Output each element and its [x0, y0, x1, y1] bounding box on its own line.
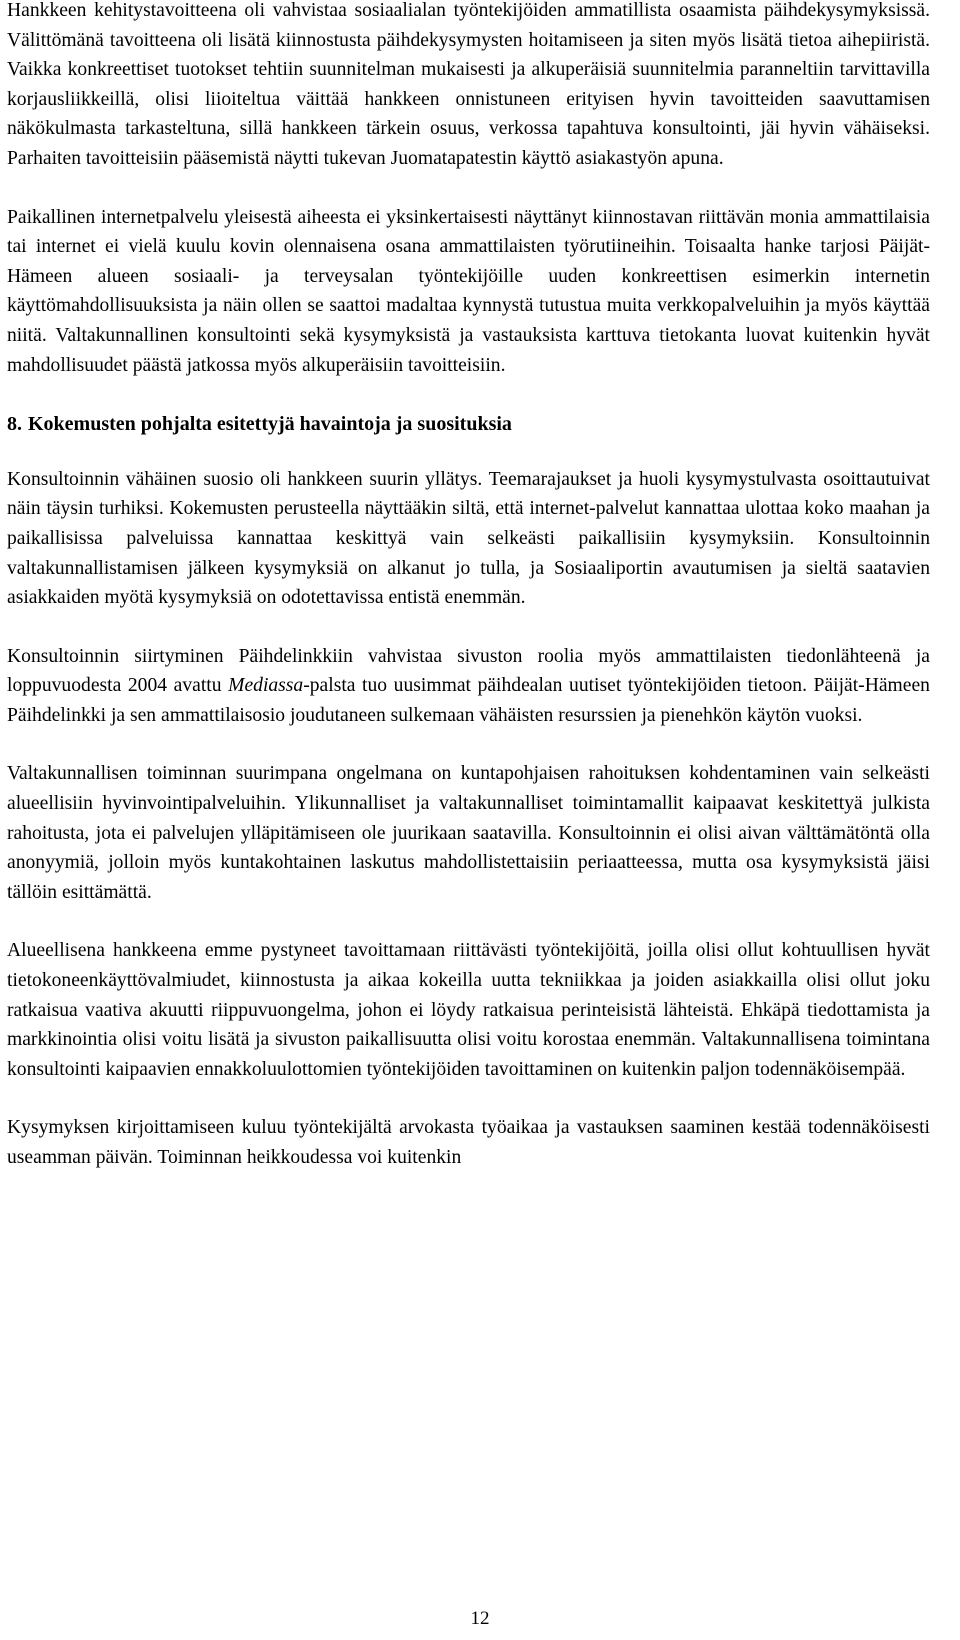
paragraph-project-goals: Hankkeen kehitystavoitteena oli vahvistaa sosiaalialan työntekijöiden ammatillista osaamista päihdekysymyksissä. Välittömänä tavoitteena oli lisätä kiinnostusta päihdekysymysten hoitamiseen ja siten myös lisätä tietoa aihepiiristä. Vaikka konkreettiset tuotokset tehtiin suunnitelman mukaisesti ja alkuperäisiä suunnitelmia paranneltiin tarvittavilla korjausliikkeillä, olisi liioiteltua väittää hankkeen onnistuneen erityisen hyvin tavoitteiden saavuttamisen näkökulmasta tarkasteltuna, sillä hankkeen tärkein osuus, verkossa tapahtuva konsultointi, jäi hyvin vähäiseksi. Parhaiten tavoitteisiin pääsemistä näytti tukevan Juomatapatestin käyttö asiakastyön apuna. [7, 0, 930, 169]
paragraph-question-writing: Kysymyksen kirjoittamiseen kuluu työntekijältä arvokasta työaikaa ja vastauksen saaminen kestää todennäköisesti useamman päivän. Toiminnan heikkoudessa voi kuitenkin [7, 1117, 930, 1168]
paragraph-national-funding: Valtakunnallisen toiminnan suurimpana ongelmana on kuntapohjaisen rahoituksen kohdentaminen vain selkeästi alueellisiin hyvinvointipalveluihin. Ylikunnalliset ja valtakunnalliset toimintamallit kaipaavat keskitettyä julkista rahoitusta, jota ei palvelujen ylläpitämiseen ole juurikaan saatavilla. Konsultoinnin ei olisi aivan välttämätöntä olla anonyymiä, jolloin myös kuntakohtainen laskutus mahdollistettaisiin periaatteessa, mutta osa kysymyksistä jäisi tällöin esittämättä. [7, 763, 930, 903]
paragraph-text-start: Konsultoinnin siirtyminen Päihdelinkkiin vahvistaa sivuston roolia myös ammattilaisten tiedonlähteenä ja loppuvuodesta 2004 avattu [7, 645, 930, 697]
section-heading [7, 410, 930, 440]
paragraph-regional-project: Alueellisena hankkeena emme pystyneet tavoittamaan riittävästi työntekijöitä, joilla olisi ollut kohtuullisen hyvät tietokoneenkäyttövalmiudet, kiinnostusta ja aikaa kokeilla uutta tekniikkaa ja joiden asiakkailla olisi ollut joku ratkaisua vaativa akuutti riippuvuongelma, johon ei löydy ratkaisua perinteisistä lähteistä. Ehkäpä tiedottamista ja markkinointia olisi voitu lisätä ja sivuston paikallisuutta olisi voitu korostaa enemmän. Valtakunnallisena toimintana konsultointi kaipaavien ennakkoluulottomien työntekijöiden tavoittaminen on kuitenkin paljon todennäköisempää. [7, 940, 930, 1080]
paragraph-text-end: -palsta tuo uusimmat päihdealan uutiset työntekijöiden tietoon. Päijät-Hämeen Päihdelinkki ja sen ammattilaisosio joudutaneen sulkemaan vähäisten resurssien ja pienehkön käytön vuoksi. [7, 675, 930, 726]
page-number: 12 [470, 1608, 490, 1629]
section-number: 8. [7, 413, 22, 436]
mediassa-italic-term: Mediassa [228, 675, 304, 697]
paragraph-paihdelinkki-transfer [7, 642, 930, 731]
page-body [7, 0, 930, 1202]
paragraph-local-internet-service: Paikallinen internetpalvelu yleisestä aiheesta ei yksinkertaisesti näyttänyt kiinnostavan riittävän monia ammattilaisia tai internet ei vielä kuulu kovin olennaisena osana ammattilaisten työrutiineihin. Toisaalta hanke tarjosi Päijät-Hämeen alueen sosiaali- ja terveysalan työntekijöille uuden konkreettisen esimerkin internetin käyttömahdollisuuksista ja näin ollen se saattoi madaltaa kynnystä tutustua muita verkkopalveluihin ja myös käyttää niitä. Valtakunnallinen konsultointi sekä kysymyksistä ja vastauksista karttuva tietokanta luovat kuitenkin hyvät mahdollisuudet päästä jatkossa myös alkuperäisiin tavoitteisiin. [7, 206, 930, 376]
paragraph-consultation-popularity: Konsultoinnin vähäinen suosio oli hankkeen suurin yllätys. Teemarajaukset ja huoli kysymystulvasta osoittautuivat näin täysin turhiksi. Kokemusten perusteella näyttääkin siltä, että internet-palvelut kannattaa ulottaa koko maahan ja paikallisissa palveluissa kannattaa keskittyä vain selkeästi paikallisiin kysymyksiin. Konsultoinnin valtakunnallistamisen jälkeen kysymyksiä on alkanut jo tulla, ja Sosiaaliportin avautumisen ja sieltä saatavien asiakkaiden myötä kysymyksiä on odotettavissa entistä enemmän. [7, 468, 930, 609]
section-title: Kokemusten pohjalta esitettyjä havaintoja ja suosituksia [28, 413, 512, 436]
